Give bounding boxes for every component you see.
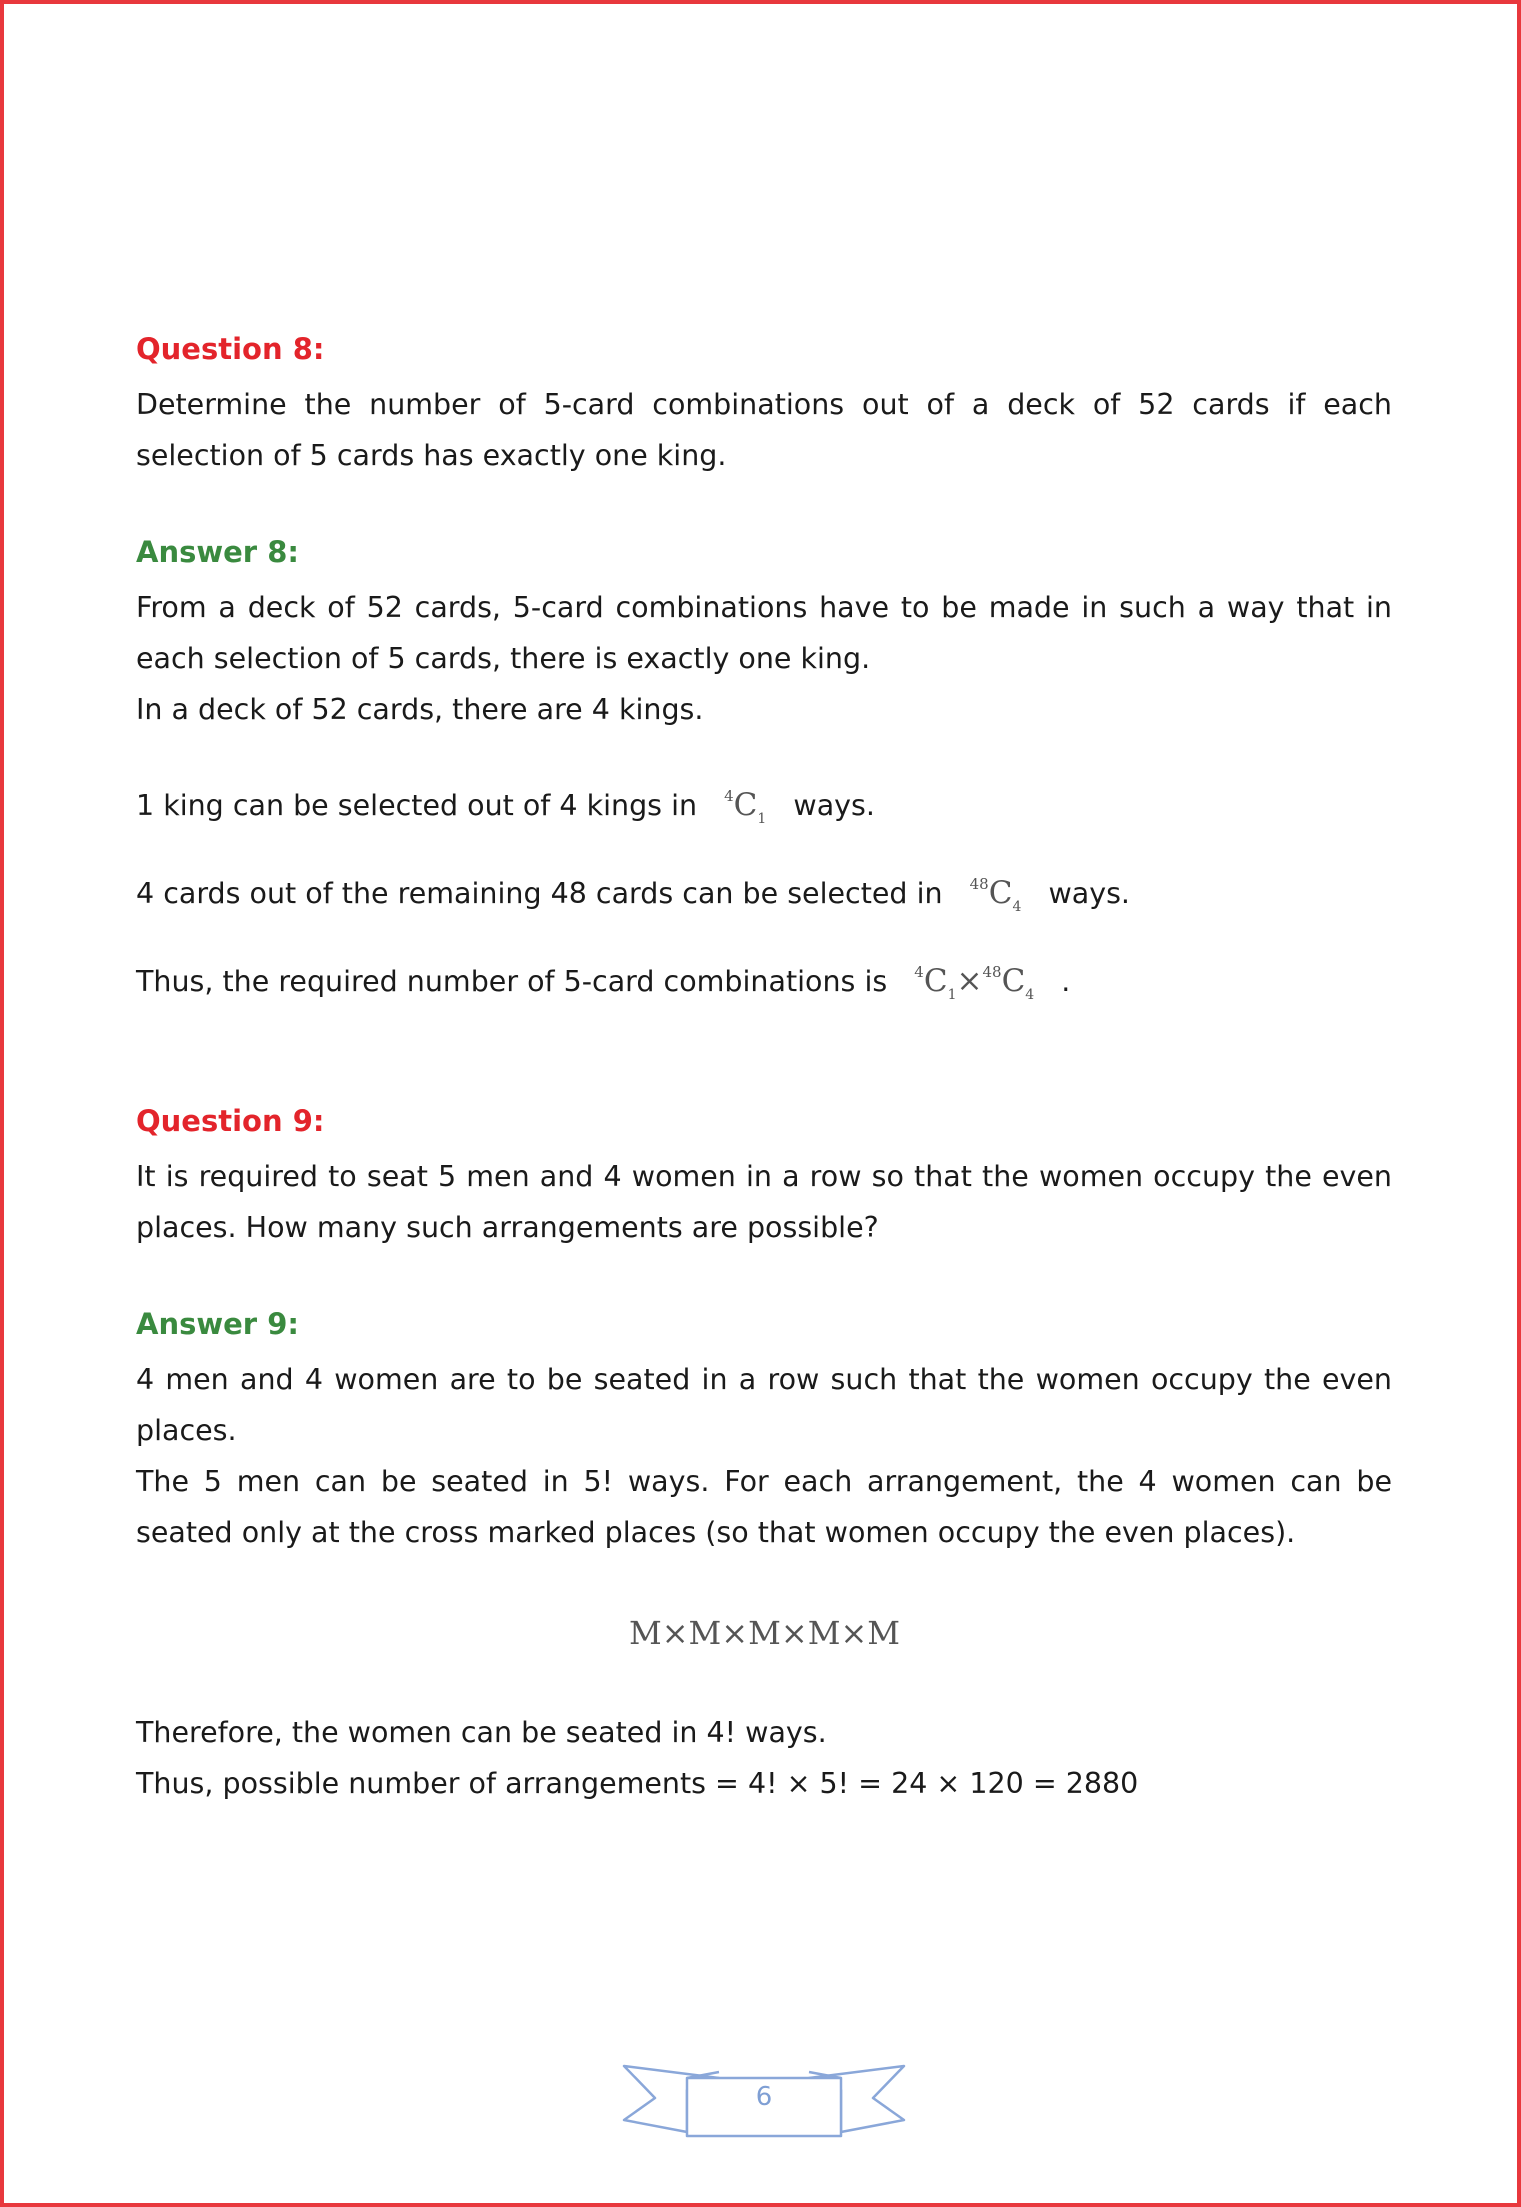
answer-8-body (136, 582, 1392, 735)
answer-9-conclusion (136, 1707, 1392, 1809)
page-number: 6 (755, 2082, 773, 2112)
line-1-text: 1 king can be selected out of 4 kings in (136, 789, 698, 822)
arrangement-diagram: M×M×M×M×M (628, 1614, 901, 1652)
answer-9-paragraph-2: The 5 men can be seated in 5! ways. For each arrangement, the 4 women can be seated only at the cross marked places (so that women occupy the even places). (136, 1465, 1392, 1549)
question-8-heading (136, 331, 1392, 367)
answer-9-paragraph-4: Thus, possible number of arrangements = 4! × 5! = 24 × 120 = 2880 (136, 1767, 1139, 1800)
answer-8-line-2 (136, 859, 1392, 933)
question-9-heading (136, 1103, 1392, 1139)
line-3-text: Thus, the required number of 5-card combinations is (136, 965, 888, 998)
answer-8-paragraph-1: From a deck of 52 cards, 5-card combinations have to be made in such a way that in each selection of 5 cards, there is exactly one king. (136, 591, 1392, 675)
question-9-title: Question 9: (136, 1104, 325, 1138)
answer-8-line-1 (136, 771, 1392, 845)
answer-9-title: Answer 9: (136, 1307, 299, 1341)
line-1-suffix: ways. (793, 789, 875, 822)
combination-4c1: $^4C_1$ (724, 787, 767, 827)
line-2-suffix: ways. (1048, 877, 1130, 910)
answer-8-paragraph-2: In a deck of 52 cards, there are 4 kings. (136, 693, 704, 726)
question-8-title: Question 8: (136, 332, 325, 366)
answer-8-heading (136, 534, 1392, 570)
answer-9-body (136, 1354, 1392, 1558)
line-3-suffix: . (1061, 965, 1071, 998)
question-9-text: It is required to seat 5 men and 4 women in a row so that the women occupy the even places. How many such arrangements are possible? (136, 1160, 1392, 1244)
answer-8-line-3 (136, 947, 1392, 1021)
answer-9-heading (136, 1306, 1392, 1342)
combination-product: $^4C_1\times^{48}C_4$ (914, 963, 1035, 1003)
question-9-body (136, 1151, 1392, 1253)
combination-48c4: $^{48}C_4$ (969, 875, 1022, 915)
answer-9-paragraph-1: 4 men and 4 women are to be seated in a row such that the women occupy the even places. (136, 1363, 1392, 1447)
question-8-body (136, 379, 1392, 481)
question-8-text: Determine the number of 5-card combinations out of a deck of 52 cards if each selection of 5 cards has exactly one king. (136, 388, 1392, 472)
answer-8-title: Answer 8: (136, 535, 299, 569)
answer-9-paragraph-3: Therefore, the women can be seated in 4! ways. (136, 1716, 827, 1749)
line-2-text: 4 cards out of the remaining 48 cards can be selected in (136, 877, 943, 910)
page-number-ribbon (619, 2054, 909, 2144)
